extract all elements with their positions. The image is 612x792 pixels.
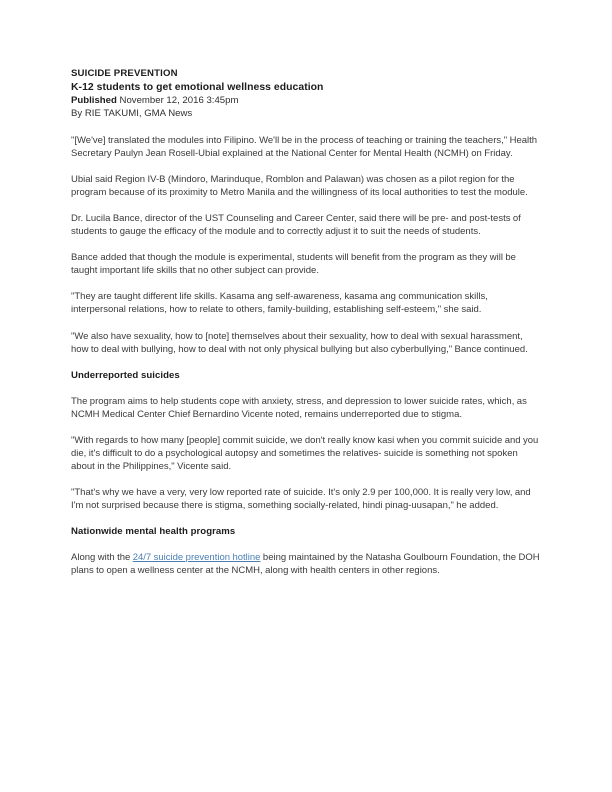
article-paragraph: "They are taught different life skills. Kasama ang self-awareness, kasama ang communication skills, interpersonal relations, how to relate to others, family-building, establishing self-esteem," she said.: [71, 291, 488, 316]
article-paragraph: Ubial said Region IV-B (Mindoro, Marinduque, Romblon and Palawan) was chosen as a pilot region for the program because of its proximity to Metro Manila and the willingness of its local authorities to test the module.: [71, 173, 528, 198]
article-paragraph: "[We've] translated the modules into Filipino. We'll be in the process of teaching or training the teachers," Health Secretary Paulyn Jean Rosell-Ubial explained at the National Center for Mental Health (NCMH) on Friday.: [71, 134, 538, 159]
published-label: Published: [71, 94, 117, 106]
section-heading-nationwide: Nationwide mental health programs: [71, 526, 236, 538]
paragraph-text-after-link: being maintained by the Natasha Goulbourn Foundation, the DOH plans to open a wellness center at the NCMH, along with health centers in other regions.: [71, 552, 540, 577]
paragraph-text-before-link: Along with the: [71, 552, 133, 564]
article-paragraph: "We also have sexuality, how to [note] themselves about their sexuality, how to deal with sexual harassment, how to deal with bullying, how to deal with not only physical bullying but also cyberbullying," Bance continued.: [71, 330, 528, 355]
article-paragraph: Dr. Lucila Bance, director of the UST Counseling and Career Center, said there will be pre- and post-tests of students to gauge the efficacy of the module and to correctly adjust it to suit the needs of students.: [71, 212, 521, 238]
article-paragraph: Bance added that though the module is experimental, students will benefit from the program as they will be taught important life skills that no other subject can provide.: [71, 252, 516, 277]
publish-line: [71, 94, 541, 107]
article-paragraph: The program aims to help students cope with anxiety, stress, and depression to lower suicide rates, which, as NCMH Medical Center Chief Bernardino Vicente noted, remains underreported due to stigma.: [71, 395, 527, 420]
suicide-prevention-hotline-link[interactable]: 24/7 suicide prevention hotline: [132, 552, 261, 564]
article-paragraph: "That's why we have a very, very low reported rate of suicide. It's only 2.9 per 100,000. It is really very low, and I'm not surprised because there is stigma, something socially-related, hindi pinag-uusapan," he added.: [71, 487, 531, 512]
article-kicker: SUICIDE PREVENTION: [71, 68, 178, 79]
article-paragraph: "With regards to how many [people] commit suicide, we don't really know kasi when you commit suicide and you die, it's difficult to do a psychological autopsy and sometimes the relatives- suicide is something not spoken about in the Philippines," Vicente said.: [71, 434, 539, 473]
article-headline: K-12 students to get emotional wellness education: [71, 81, 324, 93]
article-content: [71, 68, 541, 591]
published-date: November 12, 2016 3:45pm: [119, 94, 239, 106]
article-paragraph-with-link: [71, 551, 541, 577]
article-byline: By RIE TAKUMI, GMA News: [71, 107, 193, 119]
section-heading-underreported: Underreported suicides: [71, 369, 180, 381]
article-header: [71, 68, 541, 120]
